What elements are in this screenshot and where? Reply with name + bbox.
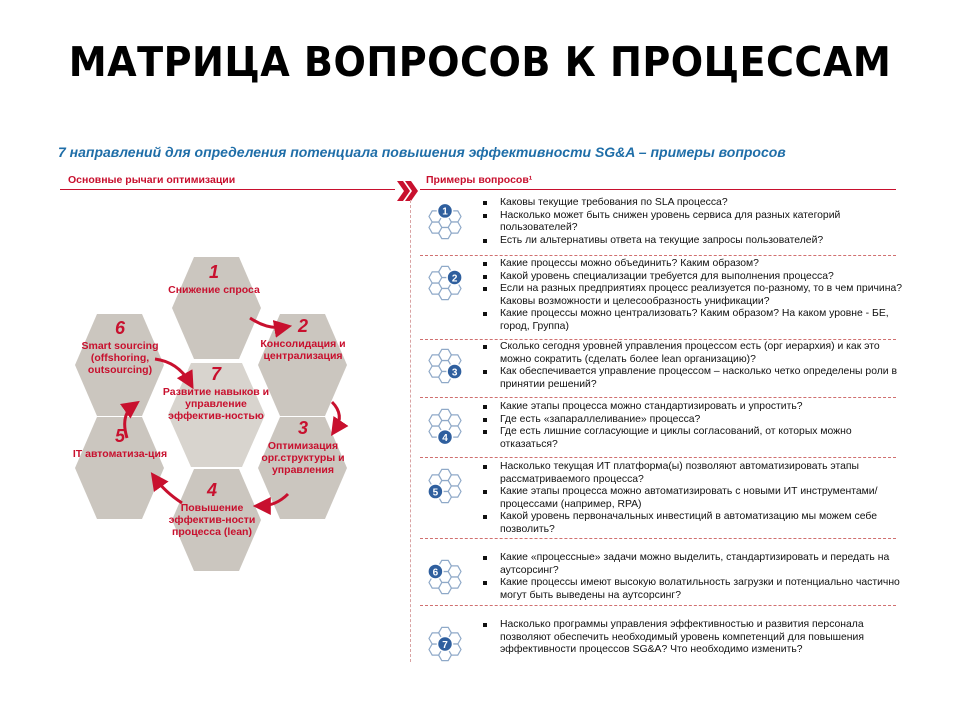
group-number: 6	[432, 567, 439, 579]
group-number: 3	[451, 367, 458, 379]
question-item: Как обеспечивается управление процессом – насколько четко определены роли в принятии решений?	[480, 366, 902, 391]
question-list-4	[480, 401, 902, 451]
lever-6-number: 6	[114, 318, 125, 338]
hex-cluster-1-icon	[420, 197, 470, 247]
question-item: Какие процессы имеют высокую волатильность загрузки и потенциально частично могут быть выведены на аутсорсинг?	[480, 577, 902, 602]
lever-4-number: 4	[206, 480, 217, 500]
lever-2	[243, 316, 363, 362]
right-header-rule	[420, 189, 896, 190]
lever-5-number: 5	[114, 426, 125, 446]
question-item: Какие «процессные» задачи можно выделить, стандартизировать и передать на аутсорсинг?	[480, 552, 902, 577]
lever-2-label: Консолидация и централизация	[260, 338, 346, 362]
question-item: Если на разных предприятиях процесс реализуется по-разному, то в чем причина? Каковы возможности и целесообразность унификации?	[480, 283, 902, 308]
lever-6-label: Smart sourcing (offshoring, outsourcing)	[81, 340, 159, 376]
mini-hex	[448, 415, 461, 426]
question-item: Насколько текущая ИТ платформа(ы) позволяют автоматизировать этапы рассматриваемого процесса?	[480, 461, 902, 486]
question-list-7	[480, 619, 902, 657]
lever-3-number: 3	[297, 418, 308, 438]
question-list-2	[480, 258, 902, 334]
question-list-6	[480, 552, 902, 602]
lever-7	[161, 364, 271, 422]
question-item: Насколько может быть снижен уровень сервиса для разных категорий пользователей?	[480, 210, 902, 235]
question-item: Какой уровень специализации требуется для выполнения процесса?	[480, 271, 902, 284]
hex-cluster-5-icon	[420, 461, 470, 511]
lever-5	[60, 426, 180, 460]
group-number: 7	[442, 639, 448, 651]
hex-cluster-7-icon	[420, 619, 470, 669]
question-item: Какие этапы процесса можно автоматизировать с новыми ИТ инструментами/процессами (например, RPA)	[480, 486, 902, 511]
mini-hex	[448, 475, 461, 486]
question-item: Каковы текущие требования по SLA процесса?	[480, 197, 902, 210]
mini-hex	[448, 566, 461, 577]
hex-cluster-6-icon	[420, 552, 470, 602]
question-item: Где есть «запараллеливание» процесса?	[480, 414, 902, 427]
question-item: Есть ли альтернативы ответа на текущие запросы пользователей?	[480, 235, 902, 248]
left-header-rule	[60, 189, 395, 190]
column-divider	[410, 200, 411, 662]
question-item: Какие процессы можно объединить? Каким образом?	[480, 258, 902, 271]
group-divider	[420, 538, 896, 539]
hex-cluster-4-icon	[420, 401, 470, 451]
lever-4	[156, 480, 268, 538]
lever-4-label: Повышение эффектив-ности процесса (lean)	[168, 502, 256, 538]
hex-cluster-3-icon	[420, 341, 470, 391]
lever-7-number: 7	[210, 364, 221, 384]
group-number: 5	[432, 487, 439, 499]
question-item: Какие этапы процесса можно стандартизировать и упростить?	[480, 401, 902, 414]
mini-hex	[429, 222, 442, 233]
lever-5-label: IT автоматиза-ция	[72, 448, 168, 460]
hex-cluster-2-icon	[420, 258, 470, 308]
group-divider	[420, 255, 896, 256]
question-list-5	[480, 461, 902, 537]
levers-hex-cluster	[60, 250, 400, 575]
mini-hex	[429, 366, 442, 377]
lever-1-label: Снижение спроса	[168, 284, 260, 296]
lever-1	[154, 262, 274, 296]
question-list-3	[480, 341, 902, 391]
group-divider	[420, 339, 896, 340]
question-item: Сколько сегодня уровней управления процессом есть (орг иерархия) и как это можно сократить (сделать более lean организацию)?	[480, 341, 902, 366]
group-divider	[420, 605, 896, 606]
question-item: Какой уровень первоначальных инвестиций в автоматизацию мы можем себе позволить?	[480, 511, 902, 536]
group-divider	[420, 397, 896, 398]
question-item: Где есть лишние согласующие и циклы согласований, от которых можно отказаться?	[480, 426, 902, 451]
right-section-header: Примеры вопросов¹	[426, 174, 533, 186]
left-section-header: Основные рычаги оптимизации	[68, 174, 236, 186]
lever-3	[243, 418, 363, 476]
group-divider	[420, 457, 896, 458]
group-number: 1	[442, 206, 448, 218]
mini-hex	[429, 283, 442, 294]
mini-hex	[429, 272, 442, 283]
mini-hex	[429, 355, 442, 366]
question-item: Насколько программы управления эффективностью и развития персонала позволяют обеспечить необходимый уровень компетенций для повышения эффективности процессов SG&A? Что необходимо изменить?	[480, 619, 902, 657]
subtitle: 7 направлений для определения потенциала повышения эффективности SG&A – примеры вопросов	[58, 144, 786, 160]
chevron-double-right-icon	[397, 181, 419, 201]
mini-hex	[429, 415, 442, 426]
lever-1-number: 1	[208, 262, 219, 282]
lever-7-label: Развитие навыков и управление эффектив-ностью	[162, 386, 270, 422]
slide-title: МАТРИЦА ВОПРОСОВ К ПРОЦЕССАМ	[68, 38, 892, 86]
group-number: 4	[442, 432, 448, 444]
lever-2-number: 2	[297, 316, 308, 336]
question-list-1	[480, 197, 902, 247]
group-number: 2	[451, 273, 458, 285]
question-item: Какие процессы можно централизовать? Каким образом? На каком уровне - БЕ, город, Группа)	[480, 308, 902, 333]
lever-3-label: Оптимизация орг.структуры и управления	[261, 440, 345, 476]
